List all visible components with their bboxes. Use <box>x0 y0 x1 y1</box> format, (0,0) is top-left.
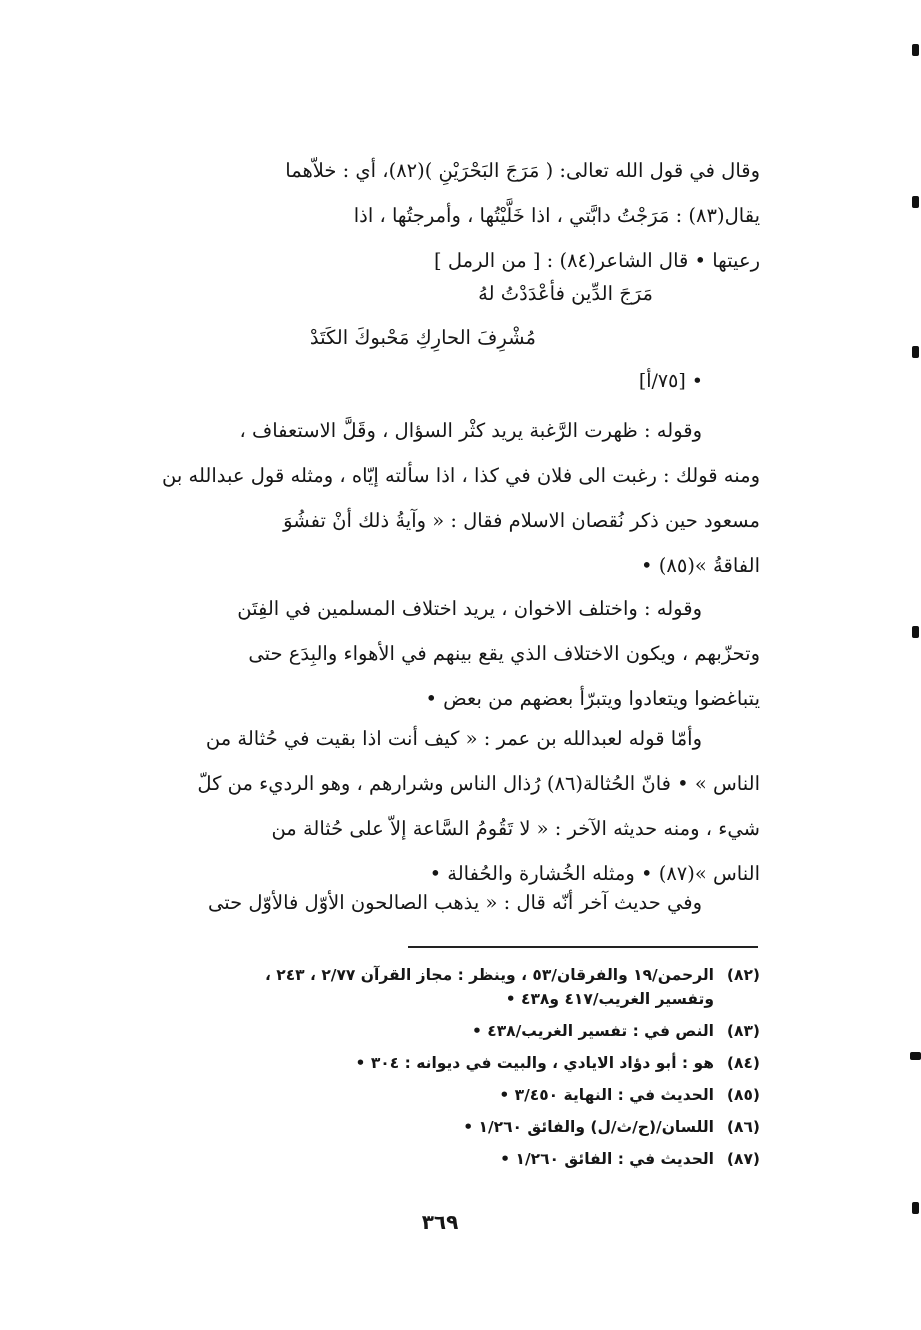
main-text-continued <box>100 408 760 928</box>
page-number: ٣٦٩ <box>421 1210 459 1234</box>
footnote-number: (٨٣) <box>726 1022 760 1040</box>
footnote-84 <box>356 1054 760 1072</box>
scan-edge-mark <box>910 1052 921 1060</box>
body-line-12: الناس » • فانّ الحُثالة(٨٦) رُذال الناس وشرارهم ، وهو الرديء من كلّ <box>197 772 760 795</box>
footnote-85 <box>499 1086 760 1104</box>
footnote-83 <box>472 1022 760 1040</box>
body-line-11: وأمّا قوله لعبدالله بن عمر : « كيف أنت اذا بقيت في حُثالة من <box>205 727 702 750</box>
body-line-14: الناس »(٨٧) • ومثله الخُشارة والحُفالة • <box>429 862 760 885</box>
body-line-2: يقال(٨٣) : مَرَجْتُ دابَّتي ، اذا خَلَّيْتُها ، وأمرجتُها ، اذا <box>353 204 760 227</box>
main-text-last <box>100 880 760 928</box>
verse-line-1: مَرَجَ الدِّين فأعْدَدْتُ لهُ <box>478 282 653 305</box>
scan-edge-mark <box>912 1202 919 1214</box>
scan-edge-mark <box>912 626 919 638</box>
verse-line-2: مُشْرِفَ الحارِكِ مَحْبوكَ الكَتَدْ <box>309 326 536 349</box>
footnote-82-continued: وتفسير الغريب/٤١٧ و٤٣٨ • <box>505 990 714 1008</box>
footnote-text: الرحمن/١٩ والفرقان/٥٣ ، وينظر : مجاز القرآن ٢/٧٧ ، ٢٤٣ ، <box>264 966 714 984</box>
footnote-text: الحديث في : النهاية ٣/٤٥٠ • <box>499 1086 714 1104</box>
footnote-number: (٨٢) <box>726 966 760 984</box>
footnote-text: اللسان/(ح/ث/ل) والفائق ١/٢٦٠ • <box>463 1118 714 1136</box>
body-line-1: وقال في قول الله تعالى: ( مَرَجَ البَحْرَيْنِ )(٨٢)، أي : خلاّهما <box>285 159 760 182</box>
body-line-7: الفاقةُ »(٨٥) • <box>641 554 760 577</box>
body-line-10: يتباغضوا ويتعادوا ويتبرّأ بعضهم من بعض • <box>425 687 760 710</box>
footnote-separator <box>408 946 758 948</box>
footnote-text: النص في : تفسير الغريب/٤٣٨ • <box>471 1022 714 1040</box>
footnote-text: الحديث في : الفائق ١/٢٦٠ • <box>500 1150 714 1168</box>
footnote-number: (٨٥) <box>726 1086 760 1104</box>
body-line-5: ومنه قولك : رغبت الى فلان في كذا ، اذا سألته إيّاه ، ومثله قول عبدالله بن <box>162 464 760 487</box>
footnote-number: (٨٦) <box>726 1118 760 1136</box>
body-line-13: شيء ، ومنه حديثه الآخر : « لا تَقُومُ السَّاعة إلاّ على حُثالة من <box>271 817 760 840</box>
body-line-9: وتحزّبهم ، ويكون الاختلاف الذي يقع بينهم في الأهواء والبِدَع حتى <box>248 642 760 665</box>
footnotes <box>100 966 760 1186</box>
footnote-87 <box>500 1150 760 1168</box>
footnote-86 <box>463 1118 760 1136</box>
footnote-number: (٨٤) <box>726 1054 760 1072</box>
scan-edge-mark <box>912 346 919 358</box>
scan-edge-mark <box>912 44 919 56</box>
body-line-3: رعيتها • قال الشاعر(٨٤) : [ من الرمل ] <box>434 249 760 272</box>
footnote-number: (٨٧) <box>726 1150 760 1168</box>
body-line-6: مسعود حين ذكر نُقصان الاسلام فقال : « وآيةُ ذلك أنْ تفشُوَ <box>283 509 760 532</box>
body-line-8: وقوله : واختلف الاخوان ، يريد اختلاف المسلمين في الفِتَن <box>237 597 702 620</box>
footnote-82 <box>265 966 760 984</box>
body-line-4: وقوله : ظهرت الرَّغبة يريد كثْر السؤال ، وقَلَّ الاستعفاف ، <box>239 419 702 442</box>
scan-edge-mark <box>912 196 919 208</box>
footnote-text: هو : أبو دؤاد الايادي ، والبيت في ديوانه : ٣٠٤ • <box>355 1054 714 1072</box>
body-line-15: وفي حديث آخر أنّه قال : « يذهب الصالحون الأوّل فالأوّل حتى <box>207 891 702 914</box>
folio-marker: • [٧٥/أ] <box>638 370 703 392</box>
